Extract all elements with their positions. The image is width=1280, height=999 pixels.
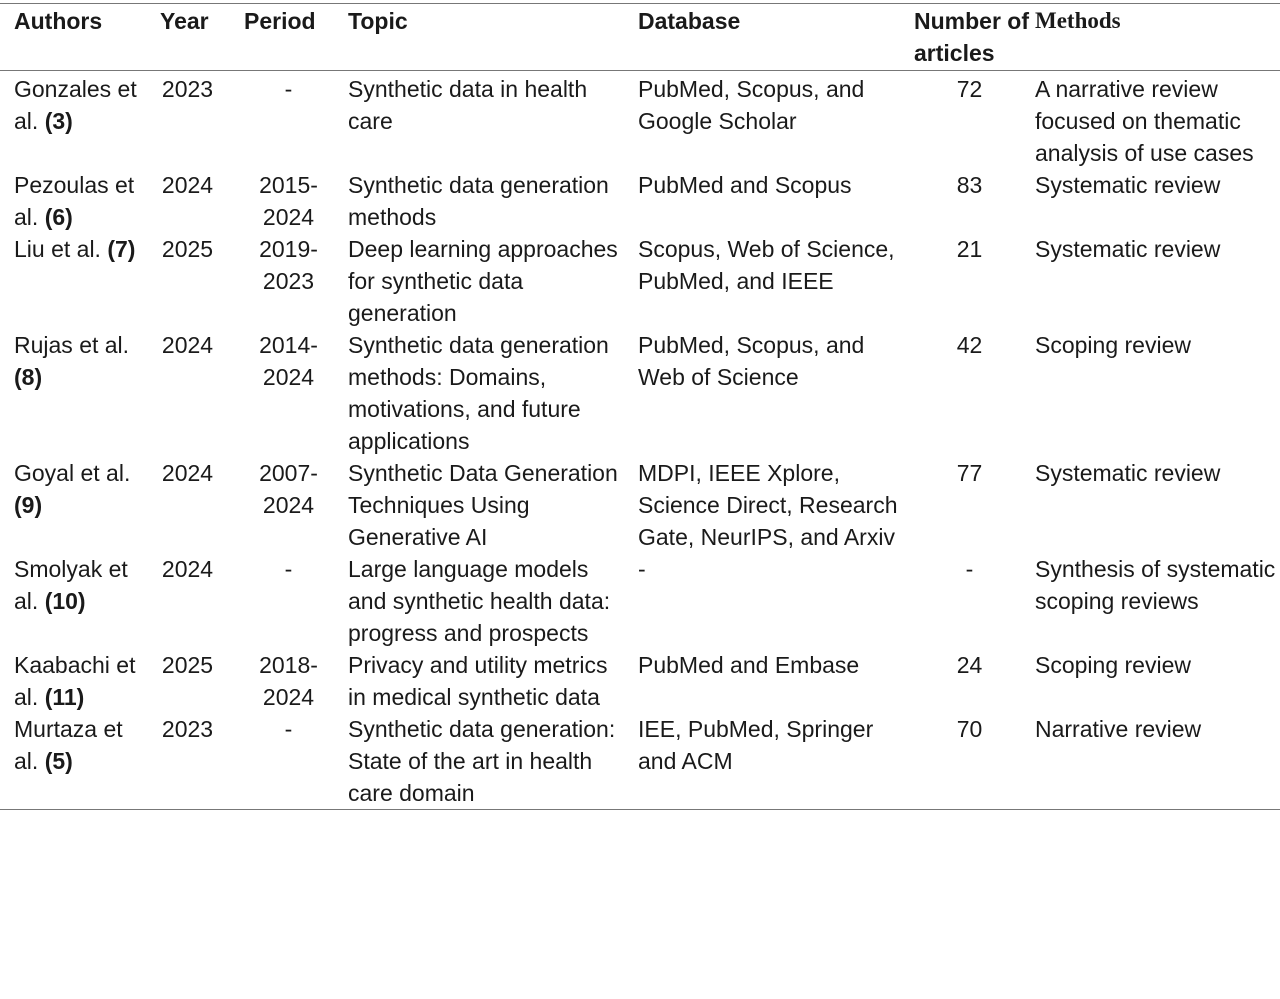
cell-topic: Synthetic Data Generation Techniques Using Generative AI [348, 460, 618, 550]
cell-database: PubMed and Embase [638, 652, 860, 678]
cell-year: 2024 [161, 460, 214, 486]
reference-number: (7) [107, 236, 136, 262]
cell-methods: Scoping review [1035, 332, 1191, 358]
reference-number: (11) [44, 684, 85, 710]
header-number-of-articles: Number of articles [914, 8, 1029, 66]
cell-methods: A narrative review focused on thematic analysis of use cases [1035, 76, 1254, 166]
reference-number: (5) [44, 748, 73, 774]
cell-authors [0, 71, 140, 170]
cell-topic: Synthetic data generation methods: Domains, motivations, and future applications [348, 332, 609, 454]
reference-number: (3) [44, 108, 73, 134]
table-row [0, 169, 1280, 233]
cell-year: 2024 [161, 556, 214, 582]
cell-database: PubMed, Scopus, and Web of Science [638, 332, 865, 390]
cell-database: MDPI, IEEE Xplore, Science Direct, Research Gate, NeurIPS, and Arxiv [638, 460, 898, 550]
table-row [0, 713, 1280, 810]
cell-database: PubMed, Scopus, and Google Scholar [638, 76, 865, 134]
header-topic: Topic [348, 8, 408, 34]
cell-topic: Privacy and utility metrics in medical synthetic data [348, 652, 608, 710]
table-row [0, 457, 1280, 553]
cell-number-of-articles: 42 [956, 332, 983, 358]
cell-methods: Scoping review [1035, 652, 1191, 678]
table-header [0, 4, 1280, 71]
cell-year: 2025 [161, 236, 214, 262]
cell-authors [0, 169, 140, 233]
cell-period: 2018-2024 [259, 652, 318, 710]
cell-topic: Synthetic data generation: State of the art in health care domain [348, 716, 616, 806]
table-row [0, 71, 1280, 170]
author-name: Murtaza et al. [14, 716, 123, 774]
cell-methods: Systematic review [1035, 236, 1221, 262]
cell-number-of-articles: 21 [956, 236, 983, 262]
reference-number: (9) [14, 492, 43, 518]
header-authors: Authors [14, 8, 103, 34]
reference-number: (10) [44, 588, 86, 614]
table-row [0, 233, 1280, 329]
header-database: Database [638, 8, 741, 34]
table-row [0, 553, 1280, 649]
cell-authors [0, 553, 140, 649]
cell-authors [0, 713, 140, 810]
cell-number-of-articles: 83 [956, 172, 983, 198]
author-name: Pezoulas et al. [14, 172, 135, 230]
cell-number-of-articles: 72 [956, 76, 983, 102]
cell-period: - [284, 716, 293, 742]
cell-authors [0, 649, 140, 713]
header-methods: Methods [1035, 8, 1121, 33]
cell-database: - [638, 556, 646, 582]
cell-topic: Deep learning approaches for synthetic data generation [348, 236, 618, 326]
reference-number: (8) [14, 364, 43, 390]
cell-database: PubMed and Scopus [638, 172, 852, 198]
cell-topic: Large language models and synthetic health data: progress and prospects [348, 556, 611, 646]
cell-topic: Synthetic data generation methods [348, 172, 609, 230]
cell-period: - [284, 76, 293, 102]
table-row [0, 329, 1280, 457]
cell-number-of-articles: 70 [956, 716, 983, 742]
cell-year: 2024 [161, 332, 214, 358]
cell-period: 2019-2023 [259, 236, 318, 294]
table-body [0, 71, 1280, 810]
cell-year: 2024 [161, 172, 214, 198]
cell-year: 2023 [161, 716, 214, 742]
cell-number-of-articles: 24 [956, 652, 983, 678]
cell-authors [0, 457, 140, 553]
cell-database: IEE, PubMed, Springer and ACM [638, 716, 874, 774]
cell-number-of-articles: 77 [956, 460, 983, 486]
cell-year: 2025 [161, 652, 214, 678]
review-table [0, 3, 1280, 810]
header-year: Year [160, 8, 209, 34]
cell-methods: Synthesis of systematic scoping reviews [1035, 556, 1276, 614]
reference-number: (6) [44, 204, 73, 230]
author-name: Gonzales et al. [14, 76, 137, 134]
author-name: Kaabachi et al. [14, 652, 136, 710]
cell-methods: Systematic review [1035, 172, 1221, 198]
author-name: Rujas et al. [14, 332, 130, 358]
cell-authors [0, 233, 140, 329]
cell-period: 2014-2024 [259, 332, 318, 390]
cell-period: 2007-2024 [259, 460, 318, 518]
cell-topic: Synthetic data in health care [348, 76, 588, 134]
cell-number-of-articles: - [965, 556, 974, 582]
cell-authors [0, 329, 140, 457]
cell-methods: Narrative review [1035, 716, 1202, 742]
cell-period: - [284, 556, 293, 582]
table-row [0, 649, 1280, 713]
author-name: Goyal et al. [14, 460, 131, 486]
cell-methods: Systematic review [1035, 460, 1221, 486]
author-name: Smolyak et al. [14, 556, 128, 614]
cell-year: 2023 [161, 76, 214, 102]
author-name: Liu et al. [14, 236, 101, 262]
header-period: Period [244, 8, 316, 34]
cell-database: Scopus, Web of Science, PubMed, and IEEE [638, 236, 895, 294]
cell-period: 2015-2024 [259, 172, 318, 230]
